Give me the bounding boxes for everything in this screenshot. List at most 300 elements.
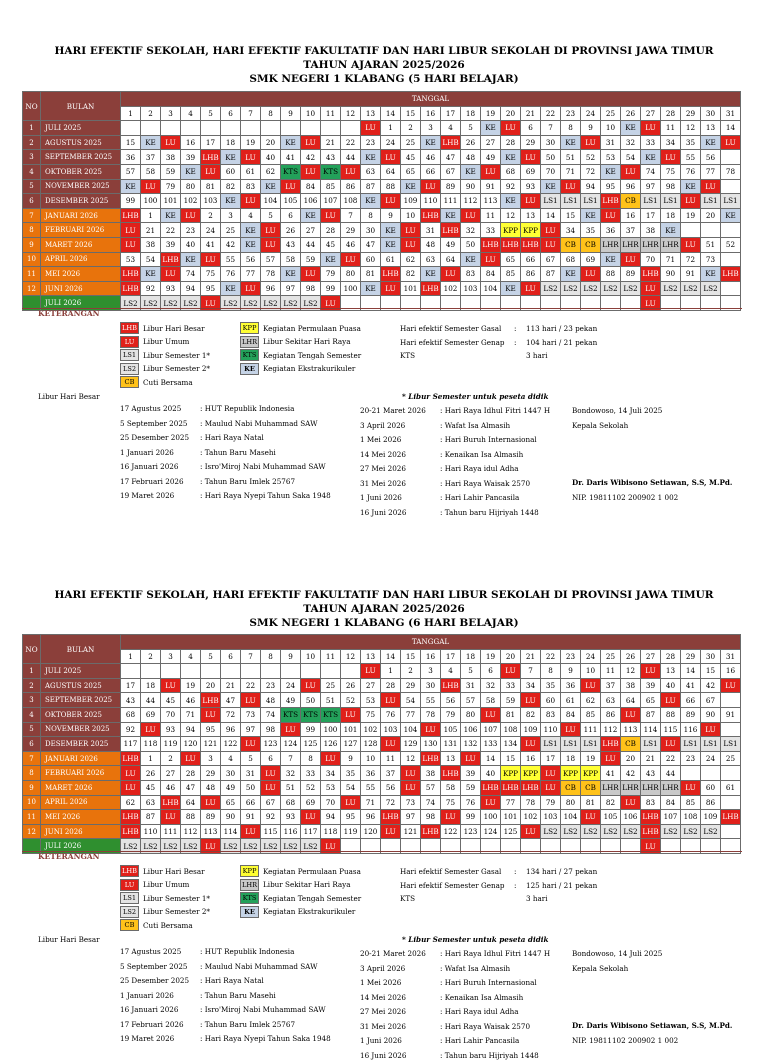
day-cell: 38 — [421, 766, 441, 781]
day-cell: 118 — [321, 824, 341, 839]
day-cell: 100 — [341, 281, 361, 296]
holiday-name: : Isro'Miroj Nabi Muhammad SAW — [200, 462, 326, 471]
day-cell: LS1 — [701, 194, 721, 209]
holiday-date: 16 Januari 2026 — [120, 462, 179, 471]
day-cell: 39 — [461, 766, 481, 781]
day-cell: 99 — [321, 281, 341, 296]
day-cell: 127 — [341, 737, 361, 752]
day-cell: LU — [621, 164, 641, 179]
day-cell: 17 — [641, 208, 661, 223]
day-cell: 3 — [421, 121, 441, 136]
day-cell: 75 — [441, 795, 461, 810]
day-cell: 22 — [161, 223, 181, 238]
day-cell: 13 — [521, 208, 541, 223]
day-cell: 44 — [341, 150, 361, 165]
day-cell: KE — [701, 267, 721, 282]
day-cell: 113 — [481, 194, 501, 209]
day-cell: 83 — [241, 179, 261, 194]
day-cell — [721, 766, 741, 781]
day-cell: 19 — [681, 208, 701, 223]
day-cell: 7 — [521, 664, 541, 679]
day-cell: 90 — [221, 810, 241, 825]
day-cell: 22 — [661, 751, 681, 766]
day-cell: 59 — [161, 164, 181, 179]
day-cell: 76 — [221, 267, 241, 282]
day-cell: LU — [141, 179, 161, 194]
day-cell: 110 — [141, 824, 161, 839]
day-cell: 50 — [541, 150, 561, 165]
day-cell: 94 — [181, 281, 201, 296]
day-cell: 46 — [181, 693, 201, 708]
effective-days-label: KTS — [400, 351, 416, 360]
day-cell: LHR — [621, 780, 641, 795]
day-cell — [181, 664, 201, 679]
day-cell: 8 — [541, 664, 561, 679]
day-cell: 33 — [301, 766, 321, 781]
day-cell: 134 — [501, 737, 521, 752]
day-cell: 83 — [541, 707, 561, 722]
day-cell: LU — [281, 179, 301, 194]
day-cell: 88 — [181, 810, 201, 825]
day-cell: 74 — [181, 267, 201, 282]
holiday-date: 27 Mei 2026 — [360, 464, 406, 473]
legend-code-badge: KTS — [240, 892, 259, 904]
day-cell: LHB — [641, 810, 661, 825]
day-cell: KE — [681, 179, 701, 194]
day-cell: 92 — [501, 179, 521, 194]
day-cell: LHB — [161, 252, 181, 267]
day-cell: 97 — [641, 179, 661, 194]
day-cell: KE — [601, 164, 621, 179]
table-row — [23, 766, 741, 781]
day-cell: 80 — [561, 795, 581, 810]
holiday-name: : Hari Raya Natal — [200, 433, 264, 442]
legend-label: Libur Umum — [143, 880, 190, 889]
day-cell: 43 — [641, 766, 661, 781]
holiday-name: : Hari Lahir Pancasila — [440, 493, 520, 502]
day-cell: 78 — [421, 707, 441, 722]
day-cell: 42 — [221, 237, 241, 252]
day-cell: 99 — [461, 810, 481, 825]
day-cell: 77 — [241, 267, 261, 282]
day-cell: 27 — [361, 678, 381, 693]
day-cell: 92 — [121, 722, 141, 737]
legend-label: Cuti Bersama — [143, 920, 193, 930]
day-cell: 78 — [261, 267, 281, 282]
day-number-header: 2 — [141, 649, 161, 664]
month-name: AGUSTUS 2025 — [41, 678, 121, 693]
day-cell: 103 — [381, 722, 401, 737]
day-cell: LU — [481, 795, 501, 810]
day-cell: LS2 — [141, 296, 161, 311]
title-line-1: HARI EFEKTIF SEKOLAH, HARI EFEKTIF FAKULTATIF DAN HARI LIBUR SEKOLAH DI PROVINSI JAWA TIMUR — [54, 45, 714, 57]
day-cell: 21 — [641, 751, 661, 766]
day-cell: LU — [601, 751, 621, 766]
day-cell: 82 — [221, 179, 241, 194]
day-number-header: 10 — [301, 649, 321, 664]
day-number-header: 16 — [421, 106, 441, 121]
row-number: 11 — [23, 810, 41, 825]
holiday-name: : Maulud Nabi Muhammad SAW — [200, 418, 318, 428]
day-cell: 97 — [241, 722, 261, 737]
day-cell: 49 — [281, 693, 301, 708]
row-number: 1 — [23, 121, 41, 136]
day-number-header: 25 — [601, 649, 621, 664]
holiday-name: : Hari Raya Idhul Fitri 1447 H — [440, 949, 551, 958]
day-cell: 82 — [401, 267, 421, 282]
holiday-date: 19 Maret 2026 — [120, 491, 175, 500]
day-cell — [681, 766, 701, 781]
day-cell: LU — [381, 824, 401, 839]
day-cell: LU — [661, 693, 681, 708]
day-cell: 31 — [461, 678, 481, 693]
day-cell: 66 — [421, 164, 441, 179]
day-cell: 109 — [701, 810, 721, 825]
legend-code-badge: KE — [240, 363, 259, 375]
header-bulan: BULAN — [41, 92, 121, 121]
legend-label: Libur Semester 1* — [143, 893, 210, 903]
day-cell: 62 — [581, 693, 601, 708]
day-cell: LS2 — [121, 839, 141, 854]
day-cell: LU — [121, 780, 141, 795]
day-cell: KPP — [521, 223, 541, 238]
day-cell: LU — [561, 179, 581, 194]
day-cell: 35 — [541, 678, 561, 693]
legend-label: Kegiatan Tengah Semester — [263, 350, 362, 360]
row-number: 1 — [23, 664, 41, 679]
row-number: 2 — [23, 135, 41, 150]
day-cell: LHR — [661, 237, 681, 252]
day-cell: 80 — [341, 267, 361, 282]
holiday-date: 31 Mei 2026 — [360, 478, 406, 488]
day-cell: 50 — [241, 780, 261, 795]
day-cell: LU — [621, 252, 641, 267]
day-cell: 91 — [241, 810, 261, 825]
day-number-header: 30 — [701, 649, 721, 664]
day-cell: 11 — [601, 664, 621, 679]
day-cell: 42 — [701, 678, 721, 693]
day-cell: 26 — [461, 135, 481, 150]
day-cell: 37 — [601, 678, 621, 693]
day-cell: 82 — [601, 795, 621, 810]
day-cell: 18 — [661, 208, 681, 223]
day-cell: 97 — [281, 281, 301, 296]
day-cell: 13 — [441, 751, 461, 766]
day-cell: 96 — [621, 179, 641, 194]
day-cell: KE — [441, 208, 461, 223]
day-cell: LS1 — [681, 737, 701, 752]
day-cell: 102 — [521, 810, 541, 825]
row-number: 12 — [23, 824, 41, 839]
effective-days-label: Hari efektif Semester Gasal — [400, 324, 502, 333]
day-cell: LU — [501, 664, 521, 679]
day-cell: 48 — [421, 237, 441, 252]
day-cell: LU — [341, 707, 361, 722]
day-cell: 3 — [221, 208, 241, 223]
month-name: NOVEMBER 2025 — [41, 179, 121, 194]
day-cell: 52 — [721, 237, 741, 252]
header-tanggal: TANGGAL — [121, 635, 741, 650]
day-cell: 16 — [721, 664, 741, 679]
libur-hari-besar-heading: Libur Hari Besar — [38, 935, 100, 944]
holiday-name: : Hari Raya Waisak 2570 — [440, 478, 531, 488]
signature-nip: NIP. 19811102 200902 1 002 — [572, 492, 679, 502]
day-number-header: 9 — [281, 649, 301, 664]
day-cell: 123 — [261, 737, 281, 752]
day-cell: LHR — [641, 237, 661, 252]
day-cell: LU — [581, 810, 601, 825]
table-row — [23, 780, 741, 795]
row-number: 8 — [23, 766, 41, 781]
day-cell: LU — [301, 810, 321, 825]
day-cell: KE — [241, 223, 261, 238]
day-cell: LU — [201, 839, 221, 854]
day-cell: 63 — [361, 164, 381, 179]
day-cell: 96 — [221, 722, 241, 737]
day-cell: 113 — [201, 824, 221, 839]
day-cell: 16 — [521, 751, 541, 766]
day-cell: 73 — [241, 707, 261, 722]
day-number-header: 24 — [581, 106, 601, 121]
day-cell: 64 — [441, 252, 461, 267]
day-cell: 83 — [641, 795, 661, 810]
day-cell: 79 — [321, 267, 341, 282]
day-cell — [321, 664, 341, 679]
day-cell: 25 — [321, 678, 341, 693]
day-cell: LU — [201, 795, 221, 810]
day-cell: LS2 — [241, 296, 261, 311]
day-cell: 59 — [301, 252, 321, 267]
row-number: 10 — [23, 252, 41, 267]
day-cell: 38 — [621, 678, 641, 693]
day-cell: LU — [641, 839, 661, 854]
day-cell: KE — [461, 164, 481, 179]
day-cell: 48 — [201, 780, 221, 795]
day-cell: LU — [661, 150, 681, 165]
day-number-header: 13 — [361, 649, 381, 664]
day-cell: 2 — [161, 751, 181, 766]
day-cell: 133 — [481, 737, 501, 752]
day-cell: LHR — [641, 780, 661, 795]
day-cell: 30 — [541, 135, 561, 150]
day-cell: LU — [481, 164, 501, 179]
day-cell: LU — [261, 223, 281, 238]
day-number-header: 27 — [641, 649, 661, 664]
holiday-date: 14 Mei 2026 — [360, 992, 406, 1002]
day-cell: 5 — [461, 121, 481, 136]
day-cell: 101 — [501, 810, 521, 825]
day-cell: 50 — [301, 693, 321, 708]
day-cell: 5 — [241, 751, 261, 766]
holiday-name: : Tahun Baru Imlek 25767 — [200, 1019, 296, 1029]
header-no: NO — [23, 635, 41, 664]
day-cell: 21 — [221, 678, 241, 693]
day-cell: KE — [701, 135, 721, 150]
day-cell: LHB — [121, 824, 141, 839]
day-cell: 93 — [161, 281, 181, 296]
day-cell: KE — [501, 194, 521, 209]
holiday-name: : Hari Raya Waisak 2570 — [440, 1021, 531, 1031]
day-cell: 126 — [321, 737, 341, 752]
day-cell: LHR — [621, 237, 641, 252]
day-cell: 121 — [401, 824, 421, 839]
day-cell — [221, 664, 241, 679]
day-cell: 57 — [261, 252, 281, 267]
day-cell: KE — [601, 252, 621, 267]
month-name: OKTOBER 2025 — [41, 164, 121, 179]
day-cell: LU — [341, 164, 361, 179]
day-number-header: 31 — [721, 106, 741, 121]
day-cell: 15 — [701, 664, 721, 679]
day-number-header: 12 — [341, 106, 361, 121]
day-cell: LU — [521, 281, 541, 296]
day-cell: LU — [681, 237, 701, 252]
day-cell: 17 — [201, 135, 221, 150]
day-cell: LU — [401, 237, 421, 252]
holiday-date: 1 Januari 2026 — [120, 990, 174, 1000]
day-cell: 49 — [221, 780, 241, 795]
day-cell — [241, 664, 261, 679]
day-cell: 57 — [461, 693, 481, 708]
day-cell: LS1 — [581, 737, 601, 752]
day-cell: 16 — [181, 135, 201, 150]
signature-place-date: Bondowoso, 14 Juli 2025 — [572, 949, 663, 958]
day-cell: 68 — [281, 795, 301, 810]
day-cell: 71 — [661, 252, 681, 267]
day-cell: 45 — [321, 237, 341, 252]
day-cell: 74 — [641, 164, 661, 179]
day-cell: 37 — [141, 150, 161, 165]
day-cell: 62 — [401, 252, 421, 267]
table-row — [23, 751, 741, 766]
day-cell: 46 — [341, 237, 361, 252]
day-cell: 8 — [361, 208, 381, 223]
day-cell: 51 — [561, 150, 581, 165]
day-number-header: 6 — [221, 106, 241, 121]
day-cell — [141, 664, 161, 679]
day-number-header: 26 — [621, 649, 641, 664]
day-cell: 67 — [441, 164, 461, 179]
day-cell: 103 — [541, 810, 561, 825]
legend-code-badge: LHR — [241, 337, 258, 346]
day-number-header: 6 — [221, 649, 241, 664]
day-cell: KE — [181, 164, 201, 179]
day-number-header: 8 — [261, 106, 281, 121]
row-number: 9 — [23, 237, 41, 252]
day-number-header: 21 — [521, 649, 541, 664]
day-cell: 71 — [561, 164, 581, 179]
day-cell: LHB — [481, 780, 501, 795]
day-cell: LU — [181, 208, 201, 223]
day-cell: KE — [401, 179, 421, 194]
legend-code-badge: KTS — [240, 349, 259, 361]
day-cell: KTS — [281, 707, 301, 722]
day-cell: 27 — [301, 223, 321, 238]
day-cell: KE — [121, 179, 141, 194]
day-number-header: 29 — [681, 106, 701, 121]
holiday-date: 19 Maret 2026 — [120, 1034, 175, 1043]
row-number: 4 — [23, 164, 41, 179]
day-cell: LU — [201, 707, 221, 722]
day-cell: 33 — [481, 223, 501, 238]
day-cell: LU — [301, 678, 321, 693]
day-cell: 1 — [141, 751, 161, 766]
day-cell: 53 — [121, 252, 141, 267]
day-cell: LHB — [421, 751, 441, 766]
signature-nip: NIP. 19811102 200902 1 002 — [572, 1035, 679, 1045]
day-number-header: 15 — [401, 106, 421, 121]
day-cell: 75 — [361, 707, 381, 722]
row-number: 11 — [23, 267, 41, 282]
row-number: 4 — [23, 707, 41, 722]
day-cell: 65 — [501, 252, 521, 267]
day-cell: 112 — [461, 194, 481, 209]
semester-holiday-note: * Libur Semester untuk peseta didik — [402, 935, 549, 944]
day-cell: LS2 — [221, 839, 241, 854]
day-cell: 5 — [461, 664, 481, 679]
day-cell: LU — [301, 267, 321, 282]
day-cell: 109 — [521, 722, 541, 737]
day-cell: LU — [201, 252, 221, 267]
day-cell: LU — [501, 121, 521, 136]
effective-days-colon: : — [514, 324, 517, 333]
day-cell: 110 — [421, 194, 441, 209]
day-cell: 55 — [421, 693, 441, 708]
day-cell: 97 — [401, 810, 421, 825]
day-cell: 125 — [301, 737, 321, 752]
day-cell: KPP — [581, 766, 601, 781]
holiday-date: 17 Februari 2026 — [120, 476, 184, 486]
day-cell: 6 — [521, 121, 541, 136]
day-cell: 45 — [161, 693, 181, 708]
day-cell: 79 — [161, 179, 181, 194]
day-cell: 51 — [281, 780, 301, 795]
day-cell: 36 — [601, 223, 621, 238]
effective-days-label: Hari efektif Semester Gasal — [400, 867, 502, 876]
day-cell: 117 — [301, 824, 321, 839]
day-cell: 28 — [321, 223, 341, 238]
legend-label: Kegiatan Tengah Semester — [263, 893, 362, 903]
day-number-header: 18 — [461, 106, 481, 121]
day-cell: 28 — [381, 678, 401, 693]
day-cell: KE — [181, 252, 201, 267]
day-cell: LS1 — [721, 194, 741, 209]
month-name: APRIL 2026 — [41, 795, 121, 810]
legend-label: Kegiatan Ekstrakurikuler — [263, 907, 356, 916]
effective-days-value: 104 hari / 21 pekan — [526, 337, 598, 347]
day-cell: 106 — [461, 722, 481, 737]
day-cell: 9 — [561, 664, 581, 679]
day-cell: 28 — [181, 766, 201, 781]
day-cell: LU — [301, 164, 321, 179]
day-cell: 94 — [321, 810, 341, 825]
day-cell: LU — [321, 839, 341, 854]
month-name: JULI 2025 — [41, 664, 121, 679]
day-cell: LU — [581, 678, 601, 693]
day-cell: 14 — [681, 664, 701, 679]
day-cell: 85 — [501, 267, 521, 282]
day-cell: KE — [281, 135, 301, 150]
day-cell: 49 — [481, 150, 501, 165]
day-cell: LU — [161, 135, 181, 150]
day-cell: 79 — [541, 795, 561, 810]
holiday-name: : Wafat Isa Almasih — [440, 963, 511, 973]
header-tanggal: TANGGAL — [121, 92, 741, 107]
day-cell: 18 — [221, 135, 241, 150]
day-cell: 20 — [201, 678, 221, 693]
day-cell: LS2 — [581, 281, 601, 296]
signature-name: Dr. Daris Wibisono Setiawan, S.S, M.Pd. — [572, 478, 733, 487]
